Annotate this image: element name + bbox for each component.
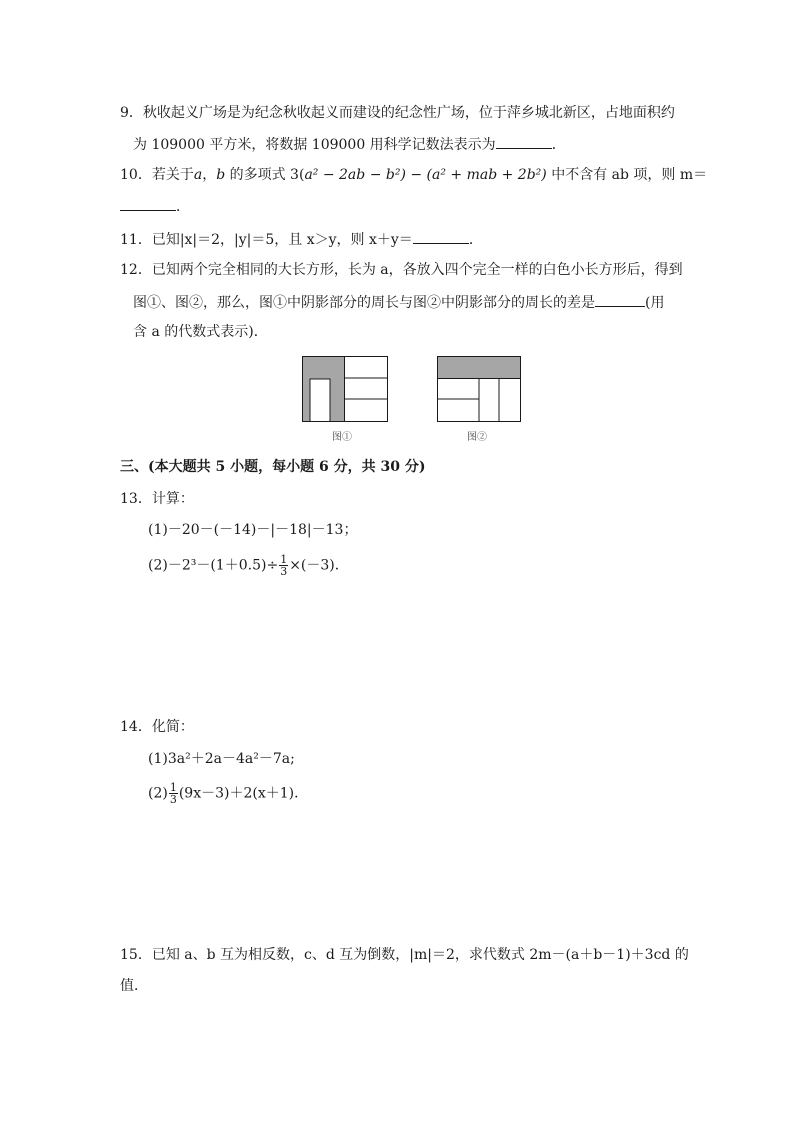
q13-title: 13．计算： <box>120 491 194 507</box>
figure-2-shaded-region <box>438 357 521 379</box>
q10-var-b: b <box>216 167 226 183</box>
figure-1-inner-white-rect <box>310 379 330 422</box>
q13-part1: (1)－20－(－14)－|－18|－13； <box>148 522 358 538</box>
q14-part1: (1)3a²＋2a－4a²－7a; <box>148 751 295 767</box>
q10-end: ． <box>176 199 190 215</box>
q12-line2 <box>133 292 664 312</box>
figure-2 <box>437 356 521 422</box>
q13-frac-num: 1 <box>280 553 288 566</box>
q14-title: 14．化简： <box>120 719 194 735</box>
q9-answer-blank <box>496 134 552 149</box>
q13-fraction <box>279 554 288 577</box>
figure-2-caption: 图② <box>467 432 487 443</box>
q15-line2: 值． <box>120 978 148 994</box>
q11-text: 11．已知|x|＝2，|y|＝5，且 x＞y，则 x＋y＝ <box>120 232 413 248</box>
q9-line2-text: 为 109000 平方米，将数据 109000 用科学记数法表示为 <box>133 137 496 153</box>
figure-1 <box>302 356 388 422</box>
q12-line2-text: 图①、图②，那么，图①中阴影部分的周长与图②中阴影部分的周长的差是 <box>133 295 595 311</box>
q12-line2-end: (用 <box>645 295 665 311</box>
q9-end: ． <box>551 137 566 153</box>
q14-fraction <box>169 782 178 805</box>
q14-part2-post: (9x－3)＋2(x＋1)． <box>178 785 309 802</box>
q14-frac-num: 1 <box>169 781 177 794</box>
section-3-heading: 三、(本大题共 5 小题，每小题 6 分，共 30 分) <box>120 459 426 475</box>
q15-line1: 15．已知 a、b 互为相反数，c、d 互为倒数，|m|＝2，求代数式 2m－(a＋b－1)＋3cd 的 <box>120 947 689 963</box>
q10-line2 <box>120 196 190 216</box>
q14-part2-pre: (2) <box>148 785 168 802</box>
q12-line1: 12．已知两个完全相同的大长方形，长为 a，各放入四个完全一样的白色小长方形后，得到 <box>120 262 683 278</box>
q14-part2 <box>148 782 308 805</box>
q9-line1: 9．秋收起义广场是为纪念秋收起义而建设的纪念性广场，位于萍乡城北新区，占地面积约 <box>120 105 675 121</box>
q10-mid: 的多项式 3( <box>225 167 305 183</box>
q10-suffix: 中不含有 ab 项，则 m＝ <box>546 167 708 183</box>
q10-comma: ， <box>202 167 217 183</box>
figure-1-caption: 图① <box>332 432 352 443</box>
q14-frac-den: 3 <box>169 793 177 806</box>
figure-1-right-area <box>345 357 388 422</box>
q10-line1 <box>120 166 707 184</box>
q9-line2 <box>133 134 566 154</box>
q13-frac-den: 3 <box>280 565 288 578</box>
q11-answer-blank <box>413 229 469 244</box>
q10-prefix: 10．若关于 <box>120 167 194 183</box>
q11-line <box>120 229 483 249</box>
q13-part2 <box>148 554 349 577</box>
q10-expression: a² − 2ab − b²) − (a² + mab + 2b²) <box>304 167 547 183</box>
q13-part2-pre: (2)－2³－(1＋0.5)÷ <box>148 557 279 574</box>
q13-part2-post: ×(－3)． <box>289 557 349 574</box>
q11-end: ． <box>468 232 483 248</box>
q10-var-a: a <box>193 167 203 183</box>
q10-answer-blank <box>120 196 176 211</box>
q12-answer-blank <box>595 292 645 307</box>
q12-line3: 含 a 的代数式表示)． <box>133 324 268 340</box>
